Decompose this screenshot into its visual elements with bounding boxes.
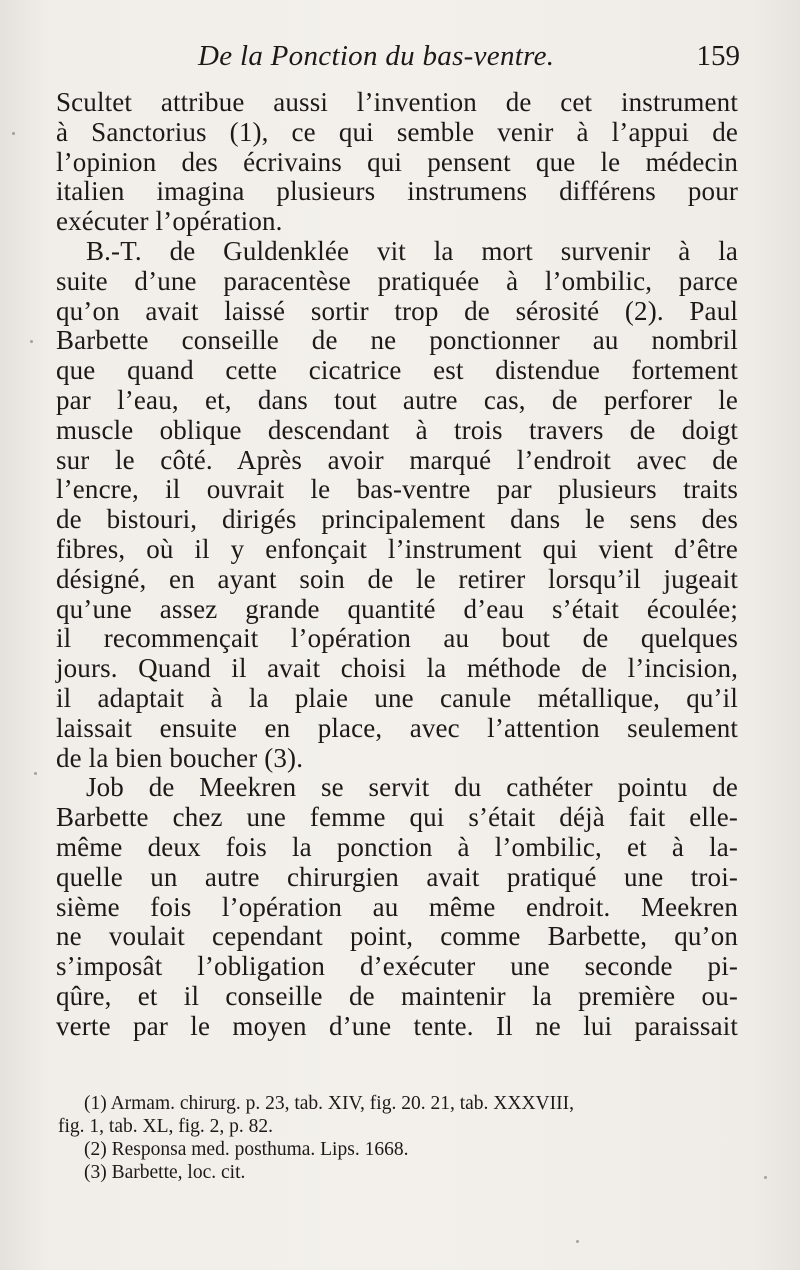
body-text	[56, 88, 738, 1042]
footnote	[58, 1138, 748, 1161]
paper-speck	[30, 340, 33, 343]
footnote-text: Armam. chirurg. p. 23, tab. XIV, fig. 20. 21, tab. XXXVIII,	[110, 1093, 574, 1114]
paper-speck	[764, 1176, 767, 1179]
text-line: l’encre, il ouvrait le bas-ventre par plusieurs traits	[56, 474, 738, 505]
text-line: Scultet attribue aussi l’invention de cet instrument	[56, 87, 738, 117]
text-line: qûre, et il conseille de maintenir la première ou-	[56, 980, 738, 1011]
text-line: Barbette chez une femme qui s’était déjà fait elle-	[56, 802, 738, 833]
text-line: suite d’une paracentèse pratiquée à l’ombilic, parce	[56, 265, 738, 296]
paper-speck	[12, 132, 15, 135]
text-line: Barbette conseille de ne ponctionner au nombril	[56, 325, 738, 356]
text-line: laissait ensuite en place, avec l’attention seulement	[56, 712, 738, 743]
text-line: de bistouri, dirigés principalement dans le sens des	[56, 504, 738, 535]
text-line: ne voulait cependant point, comme Barbette, qu’on	[56, 921, 738, 952]
text-line: de la bien boucher (3).	[56, 742, 304, 773]
text-line: muscle oblique descendant à trois travers de doigt	[56, 414, 738, 445]
text-line: italien imagina plusieurs instrumens différens pour	[56, 176, 738, 207]
page-number: 159	[696, 40, 740, 72]
footnote-text: Barbette, loc. cit.	[111, 1162, 246, 1183]
text-line: s’imposât l’obligation d’exécuter une seconde pi-	[56, 951, 738, 982]
text-line: sur le côté. Après avoir marqué l’endroit avec de	[56, 444, 738, 475]
text-line: même deux fois la ponction à l’ombilic, et à la-	[56, 831, 738, 862]
text-line: sième fois l’opération au même endroit. Meekren	[56, 891, 738, 922]
footnote-label: (2)	[84, 1139, 107, 1160]
footnote	[58, 1161, 748, 1184]
text-line: il adaptait à la plaie une canule métallique, qu’il	[56, 682, 738, 713]
text-line: l’opinion des écrivains qui pensent que le médecin	[56, 146, 738, 177]
paper-speck	[34, 772, 37, 775]
footnote-continuation	[58, 1115, 748, 1138]
running-title: De la Ponction du bas-ventre.	[198, 40, 555, 72]
text-line: par l’eau, et, dans tout autre cas, de perforer le	[56, 384, 738, 415]
footnote-text: fig. 1, tab. XL, fig. 2, p. 82.	[58, 1116, 274, 1137]
text-line: qu’une assez grande quantité d’eau s’était écoulée;	[56, 593, 738, 624]
footnote	[58, 1092, 748, 1115]
text-line: quelle un autre chirurgien avait pratiqué une troi-	[56, 861, 738, 892]
text-line: verte par le moyen d’une tente. Il ne lui paraissait	[56, 1010, 738, 1041]
footnote-label: (1)	[84, 1093, 107, 1114]
footnotes	[58, 1092, 748, 1184]
text-line: à Sanctorius (1), ce qui semble venir à l’appui de	[56, 116, 738, 147]
text-line: il recommençait l’opération au bout de quelques	[56, 623, 738, 654]
text-line: désigné, en ayant soin de le retirer lorsqu’il jugeait	[56, 563, 738, 594]
text-line: fibres, où il y enfonçait l’instrument qui vient d’être	[56, 533, 738, 564]
paper-speck	[576, 1240, 579, 1243]
page-header	[150, 40, 740, 84]
text-line: Job de Meekren se servit du cathéter pointu de	[86, 772, 738, 803]
footnote-label: (3)	[84, 1162, 107, 1183]
text-line: exécuter l’opération.	[56, 206, 283, 237]
text-line: que quand cette cicatrice est distendue fortement	[56, 355, 738, 386]
footnote-text: Responsa med. posthuma. Lips. 1668.	[111, 1139, 409, 1160]
text-line: qu’on avait laissé sortir trop de sérosité (2). Paul	[56, 295, 738, 326]
text-line: jours. Quand il avait choisi la méthode de l’incision,	[56, 653, 738, 684]
text-line: B.-T. de Guldenklée vit la mort survenir à la	[86, 235, 738, 266]
